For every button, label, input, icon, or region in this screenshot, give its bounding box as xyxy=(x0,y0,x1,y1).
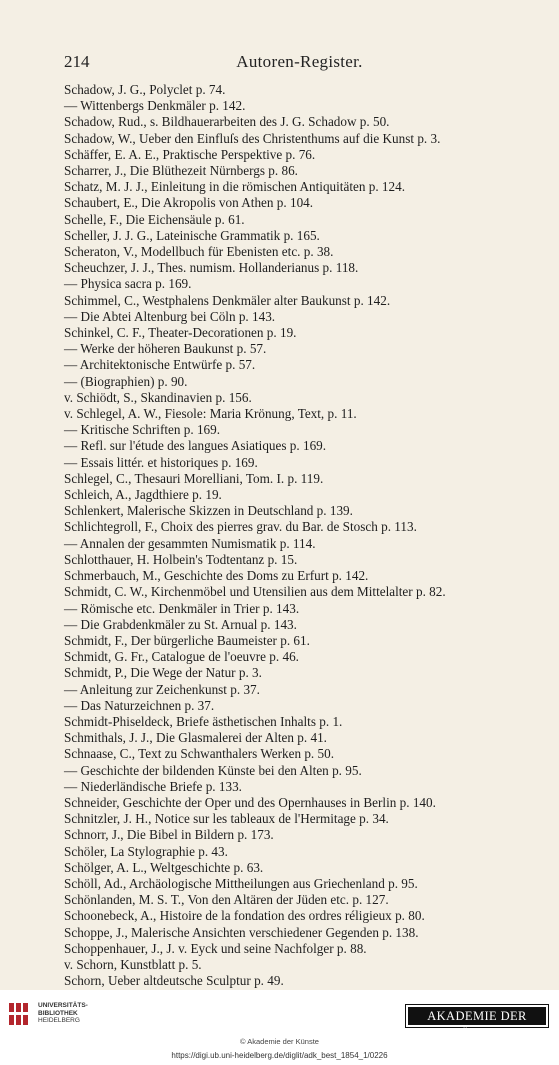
register-entry: Schlegel, C., Thesauri Morelliani, Tom. I. p. 119. xyxy=(64,470,324,486)
register-entry: Scheller, J. J. G., Lateinische Grammatik p. 165. xyxy=(64,227,320,243)
register-entry: — Annalen der gesammten Numismatik p. 114. xyxy=(64,535,316,551)
library-logo-text xyxy=(38,1002,88,1025)
register-entry: — Römische etc. Denkmäler in Trier p. 143. xyxy=(64,600,300,616)
register-entry: Schmidt, P., Die Wege der Natur p. 3. xyxy=(64,665,262,681)
register-entry: Schlenkert, Malerische Skizzen in Deutschland p. 139. xyxy=(64,503,353,519)
register-entry: — Refl. sur l'étude des langues Asiatiques p. 169. xyxy=(64,438,327,454)
page-number: 214 xyxy=(64,52,90,71)
register-entry: Schmidt, G. Fr., Catalogue de l'oeuvre p. 46. xyxy=(64,649,299,665)
akademie-logo[interactable] xyxy=(405,1004,549,1041)
logo-line-1: UNIVERSITÄTS- xyxy=(38,1002,88,1009)
library-logo-icon xyxy=(8,1000,34,1028)
register-entry: Schleich, A., Jagdthiere p. 19. xyxy=(64,487,222,503)
register-entry: — Geschichte der bildenden Künste bei den Alten p. 95. xyxy=(64,762,362,778)
register-entry: Schmidt-Phiseldeck, Briefe ästhetischen Inhalts p. 1. xyxy=(64,713,343,729)
register-entry: Schmithals, J. J., Die Glasmalerei der Alten p. 41. xyxy=(64,730,327,746)
register-entry: Schnitzler, J. H., Notice sur les tableaux de l'Hermitage p. 34. xyxy=(64,811,389,827)
copyright-text: © Akademie der Künste xyxy=(240,1037,319,1046)
register-entry: Schlotthauer, H. Holbein's Todtentanz p. 15. xyxy=(64,551,298,567)
register-entry: Schoppenhauer, J., J. v. Eyck und seine Nachfolger p. 88. xyxy=(64,940,367,956)
register-entry: — Niederländische Briefe p. 133. xyxy=(64,778,242,794)
register-entry: — Kritische Schriften p. 169. xyxy=(64,422,221,438)
register-entry: — Physica sacra p. 169. xyxy=(64,276,192,292)
logo-line-2: BIBLIOTHEK xyxy=(38,1009,78,1017)
register-entry: Schaubert, E., Die Akropolis von Athen p. 104. xyxy=(64,195,314,211)
register-entry: Schatz, M. J. J., Einleitung in die römischen Antiquitäten p. 124. xyxy=(64,179,406,195)
register-entry: Schadow, J. G., Polyclet p. 74. xyxy=(64,82,226,97)
register-entry: — Werke der höheren Baukunst p. 57. xyxy=(64,341,267,357)
viewer-footer xyxy=(0,990,559,1065)
register-entry: Schnorr, J., Die Bibel in Bildern p. 173. xyxy=(64,827,274,843)
register-entry: — Die Grabdenkmäler zu St. Arnual p. 143. xyxy=(64,616,297,632)
library-logo[interactable] xyxy=(8,998,118,1030)
register-entries xyxy=(64,82,544,989)
register-entry: v. Schiödt, S., Skandinavien p. 156. xyxy=(64,389,252,405)
register-entry: Schäffer, E. A. E., Praktische Perspektive p. 76. xyxy=(64,146,316,162)
register-entry: Schlichtegroll, F., Choix des pierres grav. du Bar. de Stosch p. 113. xyxy=(64,519,417,535)
page-title: Autoren-Register. xyxy=(236,52,363,71)
register-entry: Schöll, Ad., Archäologische Mittheilungen aus Griechenland p. 95. xyxy=(64,875,418,891)
register-entry: Schmerbauch, M., Geschichte des Doms zu Erfurt p. 142. xyxy=(64,568,369,584)
register-entry: Schoppe, J., Malerische Ansichten verschiedener Gegenden p. 138. xyxy=(64,924,419,940)
register-entry: Schelle, F., Die Eichensäule p. 61. xyxy=(64,211,245,227)
register-entry: — (Biographien) p. 90. xyxy=(64,373,188,389)
akademie-logo-label: AKADEMIE DER KÜNSTE xyxy=(408,1007,546,1025)
register-entry: Schmidt, C. W., Kirchenmöbel und Utensilien aus dem Mittelalter p. 82. xyxy=(64,584,446,600)
register-entry: Schadow, W., Ueber den Einfluſs des Christenthums auf die Kunst p. 3. xyxy=(64,130,441,146)
register-entry: Schadow, Rud., s. Bildhauerarbeiten des J. G. Schadow p. 50. xyxy=(64,114,390,130)
register-entry: v. Schorn, Kunstblatt p. 5. xyxy=(64,956,202,972)
register-entry: Schimmel, C., Westphalens Denkmäler alter Baukunst p. 142. xyxy=(64,292,391,308)
register-entry: — Das Naturzeichnen p. 37. xyxy=(64,697,215,713)
register-entry: Schmidt, F., Der bürgerliche Baumeister p. 61. xyxy=(64,632,310,648)
register-entry: — Wittenbergs Denkmäler p. 142. xyxy=(64,98,246,114)
register-entry: Schinkel, C. F., Theater-Decorationen p. 19. xyxy=(64,325,297,341)
page-header xyxy=(0,52,559,74)
register-entry: Scharrer, J., Die Blüthezeit Nürnbergs p. 86. xyxy=(64,163,298,179)
register-entry: Schölger, A. L., Weltgeschichte p. 63. xyxy=(64,859,264,875)
source-url[interactable]: https://digi.ub.uni-heidelberg.de/diglit/adk_best_1854_1/0226 xyxy=(171,1051,388,1060)
register-entry: — Architektonische Entwürfe p. 57. xyxy=(64,357,256,373)
register-entry: — Die Abtei Altenburg bei Cöln p. 143. xyxy=(64,308,276,324)
register-entry: Schoonebeck, A., Histoire de la fondation des ordres réligieux p. 80. xyxy=(64,908,425,924)
register-entry: v. Schlegel, A. W., Fiesole: Maria Krönung, Text, p. 11. xyxy=(64,406,357,422)
register-entry: Schneider, Geschichte der Oper und des Opernhauses in Berlin p. 140. xyxy=(64,794,436,810)
register-entry: Schorn, Ueber altdeutsche Sculptur p. 49. xyxy=(64,973,284,989)
register-entry: Schönlanden, M. S. T., Von den Altären der Jüden etc. p. 127. xyxy=(64,892,389,908)
register-entry: — Essais littér. et historiques p. 169. xyxy=(64,454,258,470)
register-entry: Schöler, La Stylographie p. 43. xyxy=(64,843,228,859)
register-entry: Schnaase, C., Text zu Schwanthalers Werken p. 50. xyxy=(64,746,335,762)
register-entry: Scheraton, V., Modellbuch für Ebenisten etc. p. 38. xyxy=(64,244,334,260)
logo-line-3: HEIDELBERG xyxy=(38,1017,80,1024)
register-entry: — Anleitung zur Zeichenkunst p. 37. xyxy=(64,681,260,697)
register-entry: Scheuchzer, J. J., Thes. numism. Hollanderianus p. 118. xyxy=(64,260,359,276)
